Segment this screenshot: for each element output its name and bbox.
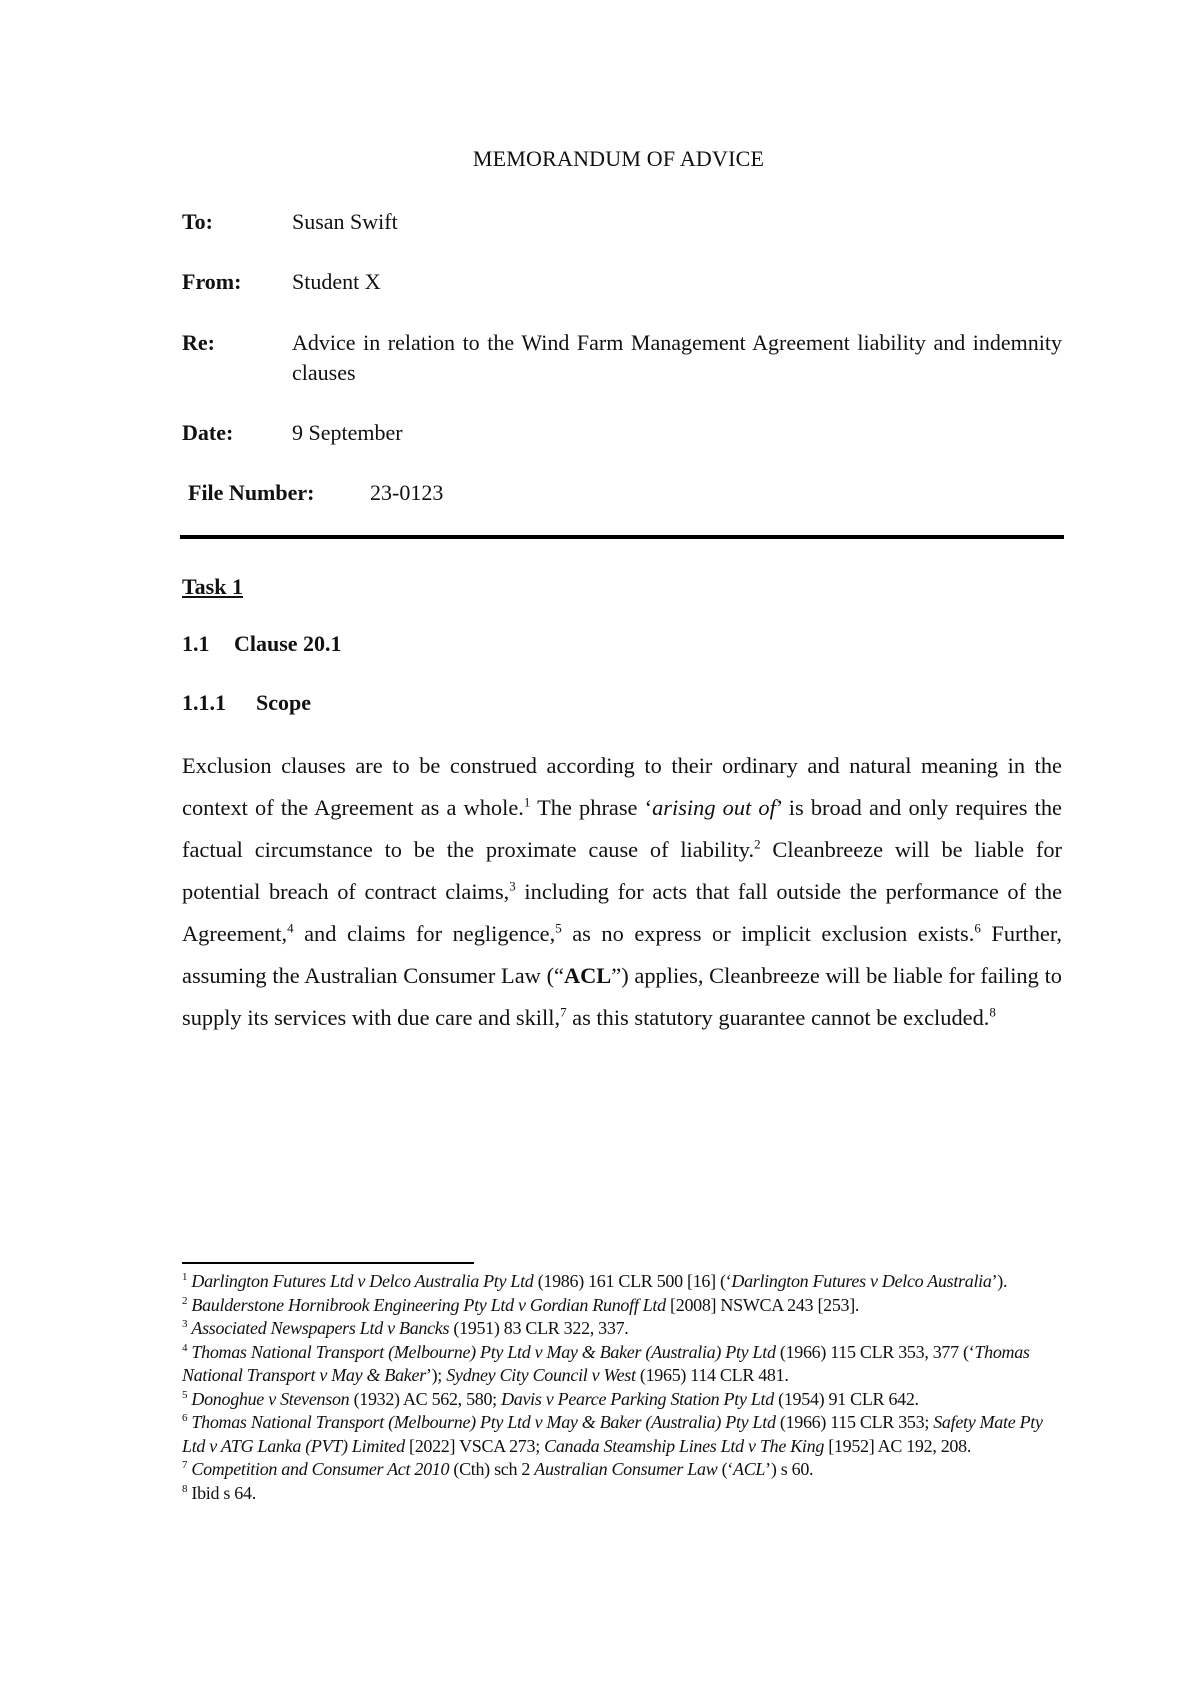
footnote-5 (182, 1388, 1062, 1412)
section-title: Clause 20.1 (234, 631, 342, 656)
footnote-4 (182, 1341, 1062, 1388)
case-name: Safety Mate Pty Ltd v ATG Lanka (PVT) Limited (182, 1412, 1043, 1456)
citation: (1951) 83 CLR 322, 337. (449, 1318, 629, 1338)
text-run: Further, assuming the Australian Consumer Law (“ (182, 921, 1062, 988)
section-heading (182, 631, 342, 657)
acl-abbrev: ACL (563, 963, 612, 988)
header-label: File Number: (188, 480, 315, 505)
footnote-separator (182, 1262, 474, 1264)
footnote-ref: 5 (555, 920, 562, 936)
footnote-number: 7 (182, 1459, 188, 1471)
text-run: Exclusion clauses are to be construed according to their ordinary and natural meaning in the context of the Agreement as a whole. (182, 753, 1062, 820)
citation: ’) s 60. (765, 1459, 814, 1479)
citation: (1932) AC 562, 580; (353, 1388, 502, 1409)
case-name: Canada Steamship Lines Ltd v The King (544, 1435, 825, 1456)
text-run: Cleanbreeze will be liable for potential breach of contract claims, (182, 837, 1062, 904)
case-name: Darlington Futures Ltd v Delco Australia Pty Ltd (191, 1271, 534, 1291)
footnote-2 (182, 1294, 1062, 1318)
header-label: Re: (182, 330, 215, 355)
statute-abbrev: ACL (733, 1459, 766, 1479)
case-name: Thomas National Transport (Melbourne) Pty Ltd v May & Baker (Australia) Pty Ltd (191, 1341, 776, 1362)
case-name: Thomas National Transport v May & Baker (182, 1341, 1030, 1385)
footnote-number: 5 (182, 1388, 188, 1401)
footnote-6 (182, 1411, 1062, 1458)
citation: Ibid s 64. (191, 1482, 256, 1503)
footnote-number: 2 (182, 1294, 188, 1307)
footnote-number: 1 (182, 1271, 188, 1283)
body-paragraph (182, 745, 1062, 1039)
case-name: Sydney City Council v West (446, 1365, 636, 1385)
text-run: The phrase ‘ (530, 795, 653, 820)
citation: (1966) 115 CLR 353, 377 (‘ (775, 1341, 975, 1362)
footnote-number: 8 (182, 1482, 188, 1495)
citation: (1954) 91 CLR 642. (773, 1388, 919, 1409)
case-name: Baulderstone Hornibrook Engineering Pty Ltd v Gordian Runoff Ltd (191, 1294, 666, 1315)
case-name: Associated Newspapers Ltd v Bancks (191, 1318, 450, 1338)
citation: (Cth) sch 2 (449, 1459, 535, 1479)
subsection-number: 1.1.1 (182, 690, 226, 715)
emphasis-text: arising out of (652, 795, 776, 820)
header-value: Susan Swift (292, 209, 398, 234)
subsection-title: Scope (256, 690, 311, 715)
header-value: Advice in relation to the Wind Farm Management Agreement liability and indemnity clauses (292, 330, 1062, 385)
footnote-8 (182, 1482, 1062, 1506)
footnote-1 (182, 1270, 1062, 1294)
case-name: Darlington Futures v Delco Australia (731, 1271, 992, 1291)
text-run: ’ is broad and only requires the factual circumstance to be the proximate cause of liability. (182, 795, 1062, 862)
text-run: including for acts that fall outside the performance of the Agreement, (182, 879, 1063, 946)
citation: (1965) 114 CLR 481. (635, 1365, 789, 1385)
text-run: as no express or implicit exclusion exists. (561, 921, 975, 946)
header-value: Student X (292, 269, 381, 294)
citation: (1966) 115 CLR 353; (775, 1412, 934, 1432)
header-value: 23-0123 (370, 480, 444, 505)
case-name: Thomas National Transport (Melbourne) Pty Ltd v May & Baker (Australia) Pty Ltd (191, 1412, 776, 1432)
footnote-ref: 7 (560, 1004, 567, 1020)
footnote-3 (182, 1317, 1062, 1341)
footnote-number: 6 (182, 1412, 188, 1424)
footnote-7 (182, 1458, 1062, 1482)
footnote-ref: 6 (974, 920, 981, 936)
citation: ’); (425, 1365, 447, 1385)
footnote-ref: 4 (287, 920, 294, 936)
citation: [2022] VSCA 273; (404, 1435, 545, 1456)
citation: (1986) 161 CLR 500 [16] (‘ (533, 1271, 732, 1291)
citation: ’). (991, 1271, 1008, 1291)
citation: (‘ (717, 1459, 733, 1479)
subsection-heading (182, 690, 311, 716)
header-label: Date: (182, 420, 234, 445)
text-run: and claims for negligence, (293, 921, 556, 946)
footnote-number: 4 (182, 1341, 188, 1354)
header-label: From: (182, 269, 242, 294)
citation: [2008] NSWCA 243 [253]. (665, 1294, 860, 1315)
citation: [1952] AC 192, 208. (824, 1435, 972, 1456)
footnotes (182, 1270, 1062, 1505)
footnote-number: 3 (182, 1318, 188, 1330)
memo-title: MEMORANDUM OF ADVICE (472, 146, 765, 171)
footnote-ref: 2 (754, 836, 761, 852)
case-name: Davis v Pearce Parking Station Pty Ltd (501, 1388, 774, 1409)
section-number: 1.1 (182, 631, 210, 656)
statute-name: Competition and Consumer Act 2010 (191, 1459, 450, 1479)
text-run: ”) applies, Cleanbreeze will be liable for failing to supply its services with due care and skill, (182, 963, 1062, 1030)
statute-name: Australian Consumer Law (534, 1459, 718, 1479)
footnote-ref: 3 (509, 878, 516, 894)
task-heading: Task 1 (182, 574, 243, 599)
header-divider (180, 535, 1064, 539)
header-value: 9 September (292, 420, 403, 445)
footnote-ref: 8 (989, 1004, 996, 1020)
case-name: Donoghue v Stevenson (191, 1388, 354, 1409)
text-run: as this statutory guarantee cannot be excluded. (566, 1005, 990, 1030)
footnote-ref: 1 (523, 794, 531, 810)
header-label: To: (182, 209, 213, 234)
